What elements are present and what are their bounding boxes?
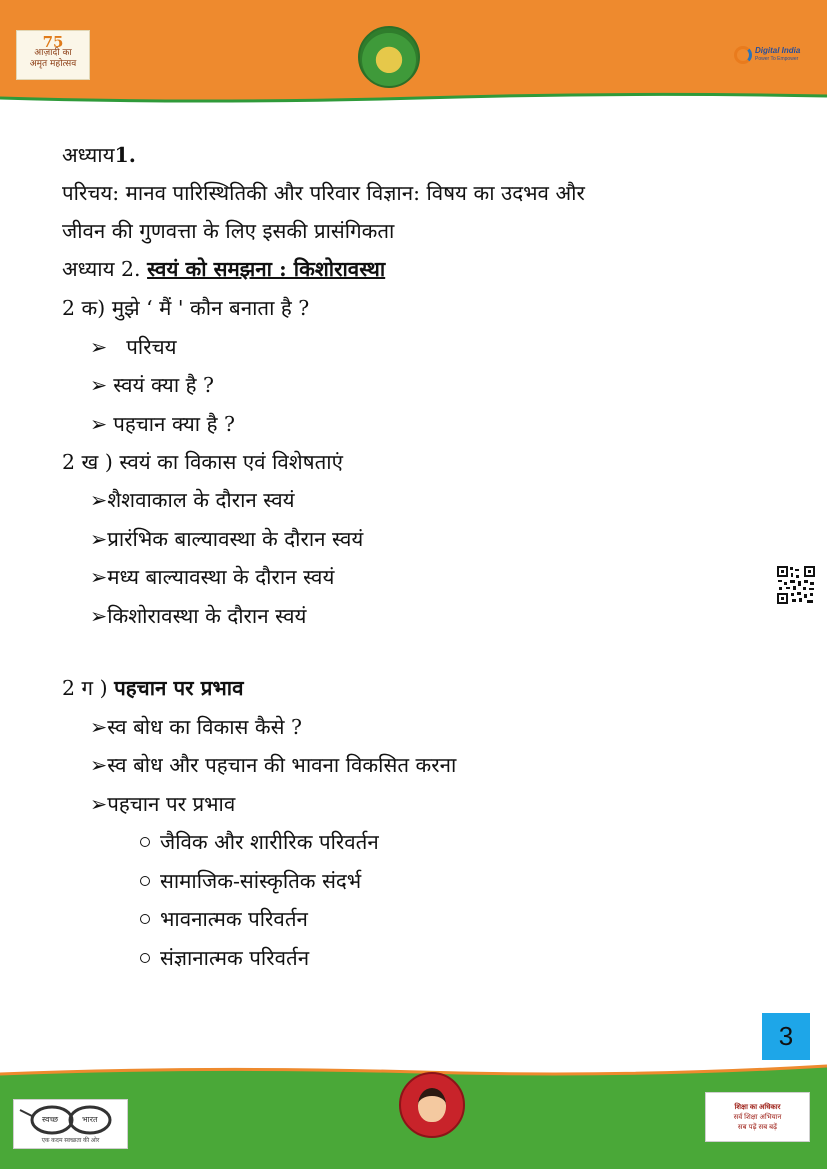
digital-india-logo — [734, 44, 804, 68]
logo-line3: अमृत महोत्सव — [29, 59, 77, 69]
swachh-text: स्वच्छ — [42, 1115, 59, 1124]
chapter2-heading — [62, 255, 385, 283]
list-item-text: पहचान क्या है ? — [113, 412, 236, 436]
glasses-icon — [14, 1102, 127, 1138]
ministry-emblem-logo — [358, 26, 420, 88]
logo-line2: आज़ादी का — [34, 48, 72, 58]
list-item — [90, 790, 235, 818]
circle-bullet-icon — [140, 914, 150, 924]
arrow-bullet-icon: ➢ — [90, 565, 108, 589]
chapter1-heading — [62, 141, 136, 169]
arrow-bullet-icon: ➢ — [90, 527, 108, 551]
list-item — [90, 602, 306, 630]
list-item-text: स्व बोध और पहचान की भावना विकसित करना — [107, 753, 457, 777]
ssa-line1: शिक्षा का अधिकार — [734, 1104, 781, 1111]
arrow-bullet-icon: ➢ — [90, 335, 108, 359]
sub-list-item — [140, 905, 308, 933]
digital-india-icon — [734, 46, 752, 64]
ssa-line2: सर्व शिक्षा अभियान — [733, 1114, 782, 1121]
circle-bullet-icon — [140, 953, 150, 963]
circle-bullet-icon — [140, 837, 150, 847]
list-item-text: मध्य बाल्यावस्था के दौरान स्वयं — [107, 565, 335, 589]
list-item-text: प्रारंभिक बाल्यावस्था के दौरान स्वयं — [107, 527, 364, 551]
bharat-text: भारत — [82, 1115, 98, 1124]
list-item-text: पहचान पर प्रभाव — [107, 792, 236, 816]
sub-list-item — [140, 944, 309, 972]
chapter1-title-line2: जीवन की गुणवत्ता के लिए इसकी प्रासंगिकता — [62, 219, 395, 243]
sub-list-item — [140, 828, 379, 856]
chapter2-title: स्वयं को समझना : किशोरावस्था — [147, 257, 386, 281]
list-item — [90, 486, 295, 514]
swachh-bharat-logo — [13, 1099, 128, 1149]
list-item — [90, 333, 176, 361]
arrow-bullet-icon: ➢ — [90, 753, 108, 777]
section-c-heading — [62, 674, 243, 702]
page-number-badge: 3 — [762, 1013, 810, 1060]
logo-75-text: 75 — [42, 33, 64, 51]
list-item-text: शैशवाकाल के दौरान स्वयं — [107, 488, 295, 512]
list-item-text: किशोरावस्था के दौरान स्वयं — [107, 604, 307, 628]
arrow-bullet-icon: ➢ — [90, 604, 108, 628]
arrow-bullet-icon: ➢ — [90, 488, 108, 512]
azadi-ka-amrit-mahotsav-logo — [16, 30, 90, 80]
girl-face-icon — [418, 1088, 446, 1122]
arrow-bullet-icon: ➢ — [90, 412, 108, 436]
section-c-title: पहचान पर प्रभाव — [114, 676, 244, 700]
ssa-line3: सब पढ़ें सब बढ़ें — [737, 1124, 778, 1131]
list-item — [90, 371, 214, 399]
sub-list-item-text: जैविक और शारीरिक परिवर्तन — [160, 830, 379, 854]
list-item — [90, 410, 235, 438]
sub-list-item-text: भावनात्मक परिवर्तन — [160, 907, 308, 931]
sub-list-item — [140, 867, 361, 895]
qr-code-icon[interactable] — [776, 565, 816, 605]
section-b-heading: 2 ख ) स्वयं का विकास एवं विशेषताएं — [62, 450, 343, 474]
chapter1-number: 1. — [114, 143, 136, 167]
digital-india-title: Digital India — [755, 46, 801, 55]
list-item — [90, 713, 302, 741]
arrow-bullet-icon: ➢ — [90, 373, 108, 397]
list-item-text: परिचय — [126, 335, 177, 359]
digital-india-tagline: Power To Empower — [755, 56, 799, 62]
section-a-heading: 2 क) मुझे ‘ मैं ' कौन बनाता है ? — [62, 296, 310, 320]
list-item — [90, 751, 456, 779]
sarva-shiksha-abhiyan-logo — [705, 1092, 810, 1142]
circle-bullet-icon — [140, 876, 150, 886]
section-c-prefix: 2 ग ) — [62, 676, 108, 700]
chapter1-prefix: अध्याय — [62, 143, 115, 167]
sub-list-item-text: सामाजिक-सांस्कृतिक संदर्भ — [160, 869, 362, 893]
list-item-text: स्वयं क्या है ? — [113, 373, 215, 397]
list-item — [90, 563, 334, 591]
beti-bachao-logo — [399, 1072, 465, 1138]
chapter1-title-line1: परिचय: मानव पारिस्थितिकी और परिवार विज्ञान: विषय का उदभव और — [62, 181, 585, 205]
arrow-bullet-icon: ➢ — [90, 715, 108, 739]
swachh-caption: एक कदम स्वच्छता की ओर — [41, 1138, 100, 1144]
list-item-text: स्व बोध का विकास कैसे ? — [107, 715, 303, 739]
sub-list-item-text: संज्ञानात्मक परिवर्तन — [160, 946, 310, 970]
list-item — [90, 525, 363, 553]
chapter2-prefix: अध्याय 2. — [62, 257, 141, 281]
arrow-bullet-icon: ➢ — [90, 792, 108, 816]
